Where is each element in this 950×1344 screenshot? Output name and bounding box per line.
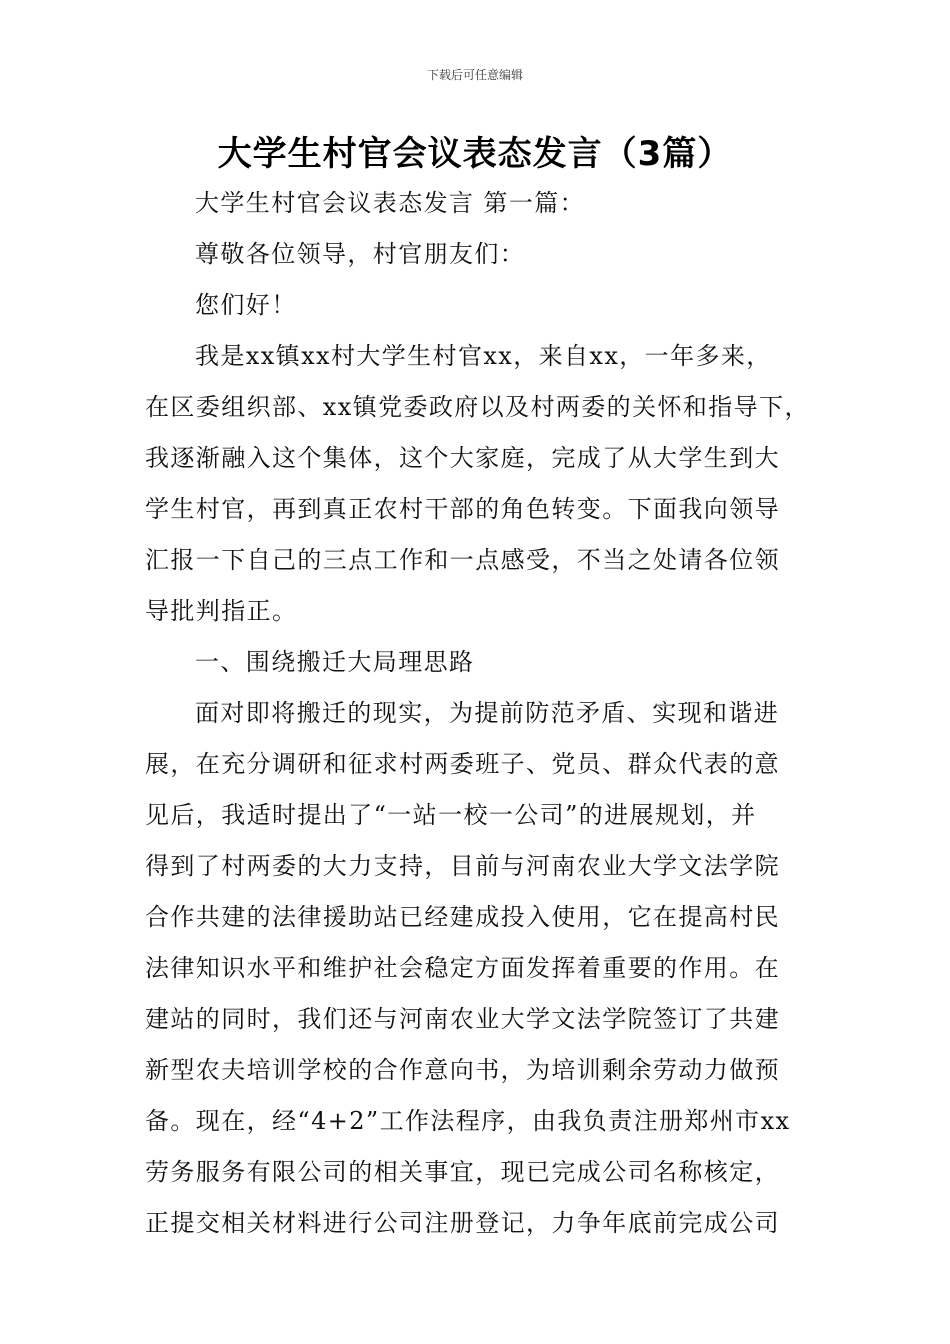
text-line: 汇报一下自己的三点工作和一点感受，不当之处请各位领 <box>145 546 780 574</box>
text-line: 建站的同时，我们还与河南农业大学文法学院签订了共建 <box>145 1005 780 1033</box>
subsection-heading <box>145 637 810 688</box>
greeting <box>145 280 810 331</box>
text-line: 学生村官，再到真正农村干部的角色转变。下面我向领导 <box>145 495 780 523</box>
paragraph <box>145 688 810 1249</box>
salutation <box>145 229 810 280</box>
text-line: 备。现在，经“4+2”工作法程序，由我负责注册郑州市xx <box>145 1107 791 1135</box>
text-line: 劳务服务有限公司的相关事宜，现已完成公司名称核定， <box>145 1158 780 1186</box>
text-line: 得到了村两委的大力支持，目前与河南农业大学文法学院 <box>145 852 780 880</box>
text-line: 面对即将搬迁的现实，为提前防范矛盾、实现和谐进 <box>195 699 780 727</box>
text-line: 您们好！ <box>195 291 297 319</box>
text-line: 见后，我适时提出了“一站一校一公司”的进展规划，并 <box>145 801 757 829</box>
document-body <box>145 178 810 1249</box>
text-line: 法律知识水平和维护社会稳定方面发挥着重要的作用。在 <box>145 954 780 982</box>
text-line: 我逐渐融入这个集体，这个大家庭，完成了从大学生到大 <box>145 444 780 472</box>
paragraph <box>145 331 810 637</box>
text-line: 大学生村官会议表态发言 第一篇： <box>195 189 586 217</box>
document-title: 大学生村官会议表态发言（3篇） <box>217 134 733 174</box>
text-line: 正提交相关材料进行公司注册登记，力争年底前完成公司 <box>145 1209 780 1237</box>
text-line: 一、围绕搬迁大局理思路 <box>195 648 475 676</box>
text-line: 在区委组织部、xx镇党委政府以及村两委的关怀和指导下， <box>145 393 810 421</box>
section-heading <box>145 178 810 229</box>
text-line: 我是xx镇xx村大学生村官xx，来自xx，一年多来， <box>195 342 772 370</box>
text-line: 合作共建的法律援助站已经建成投入使用，它在提高村民 <box>145 903 780 931</box>
header-note: 下载后可任意编辑 <box>426 68 523 82</box>
text-line: 导批判指正。 <box>145 597 298 625</box>
text-line: 尊敬各位领导，村官朋友们： <box>195 240 526 268</box>
text-line: 新型农夫培训学校的合作意向书，为培训剩余劳动力做预 <box>145 1056 780 1084</box>
text-line: 展，在充分调研和征求村两委班子、党员、群众代表的意 <box>145 750 780 778</box>
